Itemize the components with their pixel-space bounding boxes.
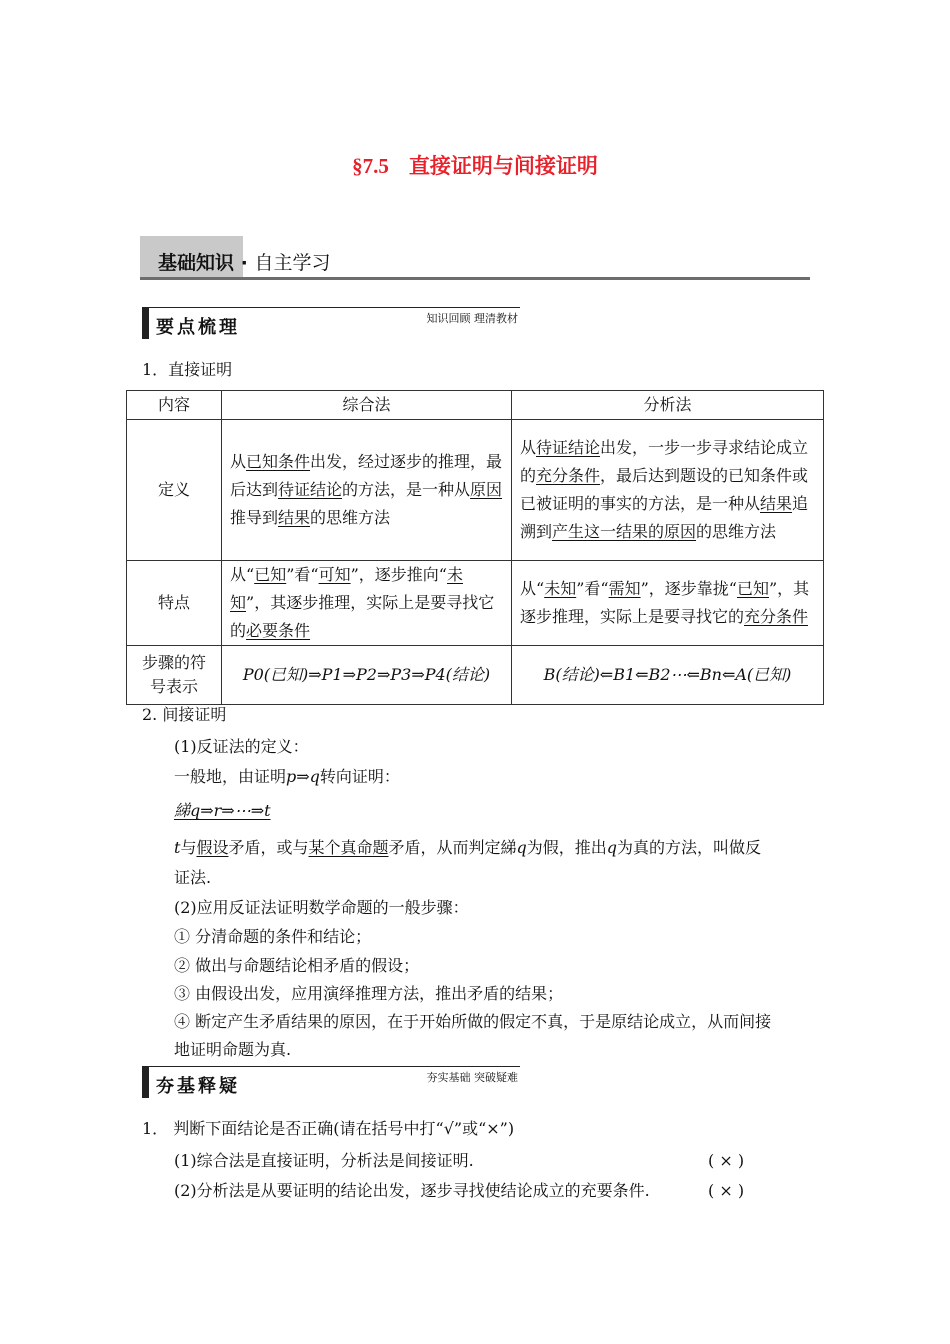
synthesis-definition: 从已知条件出发，经过逐步的推理，最后达到待证结论的方法，是一种从原因推导到结果的思维方法 [222,420,512,561]
analysis-feature: 从“未知”看“需知”，逐步靠拢“已知”，其逐步推理，实际上是要寻找它的充分条件 [512,561,824,646]
section-header-practice: 夯基释疑 夯实基础 突破疑难 [142,1066,520,1100]
row-label-definition: 定义 [127,420,222,561]
indirect-line3: 綈q⇒r⇒⋯⇒t [174,801,271,820]
indirect-line1: (1)反证法的定义： [174,737,309,756]
row-label-steps: 步骤的符号表示 [127,646,222,705]
row-label-feature: 特点 [127,561,222,646]
page-title [0,150,950,180]
banner-text: 基础知识 · 自主学习 [158,252,331,274]
item1-heading: 1．直接证明 [142,360,233,379]
analysis-steps: B(结论)⇐B1⇐B2⋯⇐Bn⇐A(已知) [512,646,824,705]
step-1: ① 分清命题的条件和结论； [174,927,372,946]
step-4: ④ 断定产生矛盾结果的原因，在于开始所做的假定不真，于是原结论成立，从而间接 [174,1012,772,1031]
synthesis-steps: P0(已知)⇒P1⇒P2⇒P3⇒P4(结论) [222,646,512,705]
exercise-question: 1． 判断下面结论是否正确(请在括号中打“√”或“×”) [142,1119,515,1138]
answer-mark-1: ( × ) [708,1151,745,1170]
item2-heading: 2. 间接证明 [142,705,227,724]
exercise-item-2: (2)分析法是从要证明的结论出发，逐步寻找使结论成立的充要条件. [174,1181,650,1200]
step-3: ③ 由假设出发，应用演绎推理方法，推出矛盾的结果； [174,984,564,1003]
step-4-cont: 地证明命题为真. [174,1040,292,1059]
indirect-line4: t与假设矛盾，或与某个真命题矛盾，从而判定綈q为假，推出q为真的方法，叫做反 [174,838,762,857]
indirect-line6: (2)应用反证法证明数学命题的一般步骤： [174,898,469,917]
banner [140,236,810,280]
section-number: §7.5 [352,154,389,178]
analysis-definition: 从待证结论出发，一步一步寻求结论成立的充分条件，最后达到题设的已知条件或已被证明的事实的方法，是一种从结果追溯到产生这一结果的原因的思维方法 [512,420,824,561]
title-text: 直接证明与间接证明 [408,153,598,178]
section-header-key-points: 要点梳理 知识回顾 理清教材 [142,307,520,341]
table-header: 分析法 [512,391,824,420]
indirect-line2: 一般地，由证明p⇒q转向证明： [174,767,400,786]
table-header: 内容 [127,391,222,420]
table-header: 综合法 [222,391,512,420]
step-2: ② 做出与命题结论相矛盾的假设； [174,956,420,975]
synthesis-feature: 从“已知”看“可知”，逐步推向“未知”，其逐步推理，实际上是要寻找它的必要条件 [222,561,512,646]
answer-mark-2: ( × ) [708,1181,745,1200]
exercise-item-1: (1)综合法是直接证明，分析法是间接证明. [174,1151,474,1170]
indirect-line5: 证法. [174,868,212,887]
comparison-table [126,390,824,705]
